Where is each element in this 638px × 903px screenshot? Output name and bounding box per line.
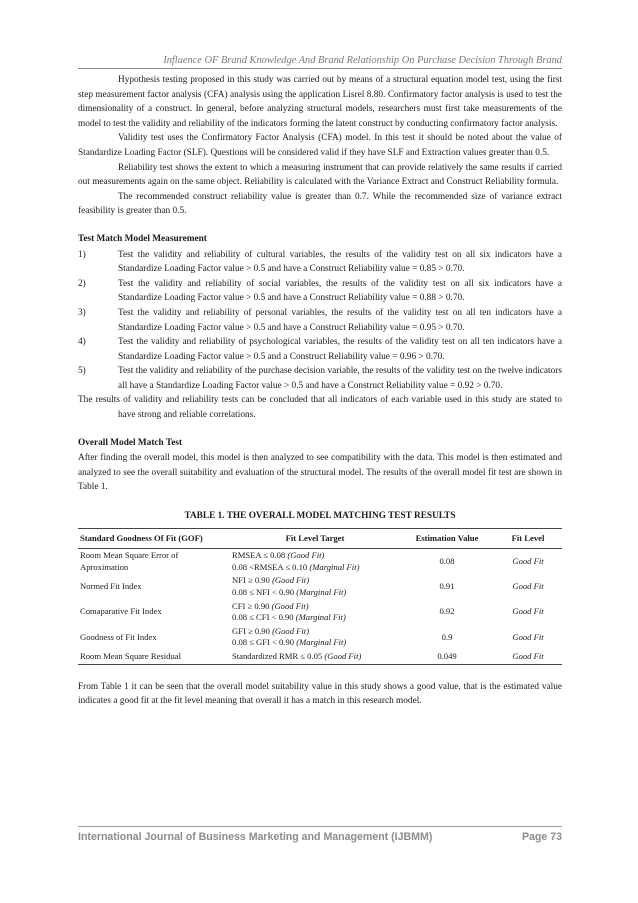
section-heading-test-match: Test Match Model Measurement — [78, 233, 207, 244]
list-item-number: 3) — [78, 307, 86, 318]
cell-estimation: 0.049 — [400, 650, 494, 664]
header-level: Fit Level — [494, 528, 562, 549]
list-item-number: 4) — [78, 337, 86, 348]
cell-level: Good Fit — [512, 606, 544, 617]
cell-target — [230, 625, 400, 650]
footer-journal-name: International Journal of Business Marketing and Management (IJBMM) — [78, 831, 433, 843]
page-footer — [78, 826, 562, 843]
list-item — [78, 277, 562, 306]
overall-paragraph: After finding the overall model, this model is then analyzed to see compatibility with the data. This model is then estimated and analyzed to see the overall suitability and evaluation of the structural model. The results of the overall model fit test are shown in Table 1. — [78, 453, 562, 493]
target-good-label: (Good Fit) — [271, 600, 309, 611]
list-item — [78, 248, 562, 277]
table-row — [78, 600, 562, 625]
cell-level: Good Fit — [512, 556, 544, 567]
list-item — [78, 364, 562, 393]
cell-level: Good Fit — [512, 631, 544, 642]
header-target: Fit Level Target — [230, 528, 400, 549]
target-good: NFI ≥ 0.90 — [232, 575, 270, 586]
cell-gof: Normed Fit Index — [80, 581, 142, 592]
header-gof: Standard Goodness Of Fit (GOF) — [78, 528, 230, 549]
list-item-text: Test the validity and reliability of psychological variables, the results of the validity test on all ten indicators have a Standardize Loading Factor value > 0.5 and a Construct Reliability value = 0.96 > 0.70. — [118, 337, 562, 362]
validity-conclusion: The results of validity and reliability tests can be concluded that all indicators of each variable used in this study are stated to have strong and reliable correlations. — [78, 395, 562, 421]
cell-gof: Comaparative Fit Index — [80, 606, 162, 617]
cell-gof: Goodness of Fit Index — [80, 631, 157, 642]
target-good-label: (Good Fit) — [272, 625, 310, 636]
target-good-label: (Good Fit) — [272, 575, 310, 586]
gof-results-table — [78, 528, 562, 665]
target-good: GFI ≥ 0.90 — [232, 625, 270, 636]
target-marginal-label: (Marginal Fit) — [296, 637, 347, 648]
header-estimation: Estimation Value — [400, 528, 494, 549]
target-good: RMSEA ≤ 0.08 — [232, 550, 286, 561]
target-marginal-label: (Marginal Fit) — [295, 612, 346, 623]
cell-estimation: 0.92 — [439, 606, 455, 617]
cell-target — [230, 574, 400, 599]
target-good-label: (Good Fit) — [324, 650, 362, 661]
target-marginal-label: (Marginal Fit) — [296, 587, 347, 597]
table-header-row — [78, 528, 562, 549]
list-item-text: Test the validity and reliability of social variables, the results of the validity test on all six indicators have a Standardize Loading Factor value > 0.5 and have a Construct Reliability value = 0.88 > 0.70. — [118, 278, 562, 304]
intro-paragraph-2: Validity test uses the Confirmatory Factor Analysis (CFA) model. In this test it should be noted about the value of Standardize Loading Factor (SLF). Questions will be considered valid if they have SLF and Extraction values greater than 0.5. — [78, 133, 562, 158]
cell-estimation: 0.91 — [439, 581, 455, 592]
cell-gof: Room Mean Square Residual — [78, 650, 230, 664]
list-item-number: 5) — [78, 366, 86, 377]
table-row — [78, 625, 562, 650]
target-good-label: (Good Fit) — [287, 550, 325, 561]
running-header: Influence OF Brand Knowledge And Brand Relationship On Purchase Decision Through Brand — [78, 55, 562, 69]
list-item — [78, 335, 562, 364]
table-title: TABLE 1. THE OVERALL MODEL MATCHING TEST RESULTS — [184, 511, 456, 522]
cell-level: Good Fit — [494, 650, 562, 664]
validity-test-list — [78, 248, 562, 394]
intro-paragraph-1: Hypothesis testing proposed in this study was carried out by means of a structural equation model test, using the first step measurement factor analysis (CFA) analysis using the application Lisrel 8.80. Confirmatory factor analysis is used to test the dimensionality of a construct. In general, before analyzing structural models, researchers must first take measurements of the model to test the validity and reliability of the indicators forming the latent construct by conducting confirmatory factor analysis. — [78, 75, 562, 129]
section-heading-overall: Overall Model Match Test — [78, 437, 183, 448]
target-marginal-label: (Marginal Fit) — [309, 561, 360, 572]
table-row — [78, 574, 562, 599]
list-item-text: Test the validity and reliability of the purchase decision variable, the results of the validity test on the twelve indicators all have a Standardize Loading Factor value > 0.5 and have a Construct Reliability value = 0.92 > 0.70. — [118, 366, 562, 391]
list-item — [78, 306, 562, 335]
cell-target — [230, 549, 400, 575]
cell-target — [230, 600, 400, 625]
main-content — [78, 73, 562, 709]
target-marginal: 0.08 ≤ CFI < 0.90 — [232, 612, 294, 623]
cell-level: Good Fit — [512, 581, 544, 592]
target-marginal: 0.08 ≤ GFI < 0.90 — [232, 637, 295, 648]
cell-estimation: 0.08 — [439, 556, 455, 567]
table-row — [78, 549, 562, 575]
table-row — [78, 650, 562, 664]
footer-page-number: Page 73 — [521, 831, 562, 843]
target-good: Standardized RMR ≤ 0.05 — [232, 650, 323, 661]
target-marginal: 0.08 <RMSEA ≤ 0.10 — [232, 561, 308, 572]
target-good: CFI ≥ 0.90 — [232, 600, 270, 611]
list-item-number: 2) — [78, 278, 86, 289]
cell-estimation: 0.9 — [441, 631, 453, 642]
cell-target — [230, 650, 400, 664]
list-item-text: Test the validity and reliability of personal variables, the results of the validity test on all ten indicators have a Standardize Loading Factor value > 0.5 and have a Construct Reliability value = 0.95 > 0.70. — [118, 307, 562, 333]
intro-paragraph-3: Reliability test shows the extent to which a measuring instrument that can provide relatively the same results if carried out measurements again on the same object. Reliability is calculated with the Variance Extract and Construct Reliability formula. — [78, 162, 562, 188]
intro-paragraph-4: The recommended construct reliability value is greater than 0.7. While the recommended size of variance extract feasibility is greater than 0.5. — [78, 191, 562, 217]
list-item-text: Test the validity and reliability of cultural variables, the results of the validity test on all six indicators have a Standardize Loading Factor value > 0.5 and have a Construct Reliability value = 0.85 > 0.70. — [118, 249, 562, 275]
cell-gof: Room Mean Square Error of Aproximation — [80, 550, 179, 572]
closing-paragraph: From Table 1 it can be seen that the overall model suitability value in this study shows a good value, that is the estimated value indicates a good fit at the fit level meaning that overall it has a match in this research model. — [78, 681, 562, 707]
list-item-number: 1) — [78, 249, 86, 260]
target-marginal: 0.08 ≤ NFI < 0.90 — [232, 587, 295, 597]
